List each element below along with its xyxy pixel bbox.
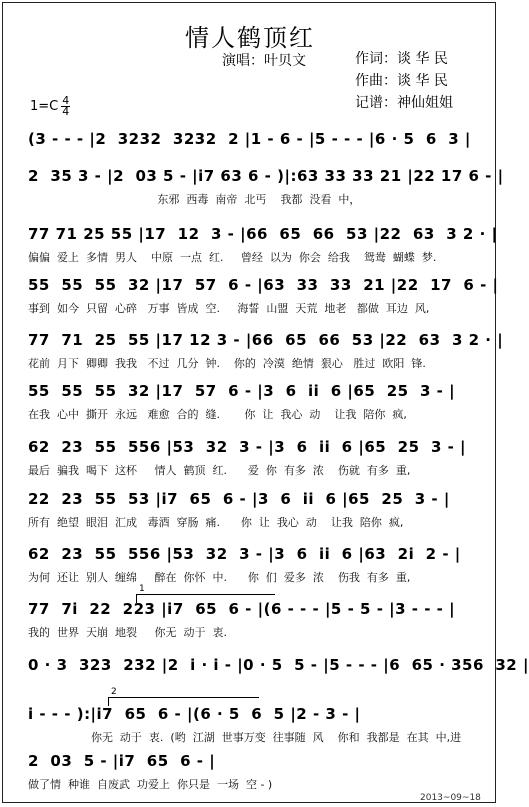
- notes-line: (3 - - - |2 3232 3232 2 |1 - 6 - |5 - - - |6 · 5 6 3 |: [28, 130, 471, 148]
- key-label: 1=C: [30, 99, 59, 114]
- composer-credit: 作曲：谈 华 民: [355, 73, 448, 89]
- transcriber-credit: 记谱：神仙姐姐: [355, 95, 453, 111]
- lyrics-line: 花前 月下 卿卿 我我 不过 几分 钟. 你的 冷漠 绝情 狠心 胜过 欧阳 锋.: [28, 357, 426, 370]
- lyrics-line: 东邪 西毒 南帝 北丐 我都 没看 中，: [28, 193, 361, 206]
- lyrics-line: [28, 680, 478, 696]
- notes-line: 55 55 55 32 |17 57 6 - |63 33 33 21 |22 17 6 - |: [28, 276, 499, 294]
- lyrics-line: 做了情 种谁 自废武 功爱上 你只是 一场 空 - ): [28, 778, 273, 791]
- song-title: 情人鹤顶红: [185, 24, 315, 52]
- notes-line: 2 35 3 - |2 03 5 - |i7 63 6 - )|:63 33 33 21 |22 17 6 - |: [28, 167, 504, 185]
- lyrics-line: 事到 如今 只留 心碎 万事 皆成 空. 海誓 山盟 天荒 地老 都做 耳边 风,: [28, 302, 430, 315]
- lyrics-line: 所有 绝望 眼泪 汇成 毒酒 穿肠 痛. 你 让 我心 动 让我 陪你 疯,: [28, 516, 404, 529]
- singer-credit: 演唱：叶贝文: [222, 53, 306, 69]
- time-sig-top: 4: [62, 94, 70, 107]
- notes-line: i - - - ):|i7 65 6 - |(6 · 5 6 5 |2 - 3 - |: [28, 705, 361, 723]
- notes-line: 22 23 55 53 |i7 65 6 - |3 6 ii 6 |65 25 3 - |: [28, 490, 450, 508]
- notes-line: 62 23 55 556 |53 32 3 - |3 6 ii 6 |63 2i 2 - |: [28, 545, 461, 563]
- lyrics-line: 偏偏 爱上 多情 男人 中原 一点 红. 曾经 以为 你会 给我 鸳鸯 蝴蝶 梦.: [28, 251, 437, 264]
- lyrics-line: 我的 世界 天崩 地裂 你无 动于 衷.: [28, 626, 227, 639]
- lyrics-line: 最后 骗我 喝下 这杯 情人 鹤顶 红. 爱 你 有多 浓 伤就 有多 重,: [28, 464, 411, 477]
- key-signature: [30, 96, 70, 117]
- time-sig-bottom: 4: [62, 105, 70, 118]
- lyrics-line: 在我 心中 撕开 永远 难愈 合的 缝. 你 让 我心 动 让我 陪你 疯,: [28, 408, 407, 421]
- notes-line: 2 03 5 - |i7 65 6 - |: [28, 752, 216, 770]
- transcription-date: 2013~09~18: [420, 793, 481, 803]
- notes-line: 77 71 25 55 |17 12 3 - |66 65 66 53 |22 63 3 2 · |: [28, 225, 498, 243]
- volta-2-label: 2: [111, 687, 117, 697]
- notes-line: 77 7i 22 223 |i7 65 6 - |(6 - - - |5 - 5 - |3 - - - |: [28, 600, 456, 618]
- notes-line: 77 71 25 55 |17 12 3 - |66 65 66 53 |22 63 3 2 · |: [28, 331, 504, 349]
- volta-1-label: 1: [139, 584, 145, 594]
- lyrics-line: 为何 还让 别人 缠绵 醉在 你怀 中. 你 们 爱多 浓 伤我 有多 重,: [28, 571, 411, 584]
- time-signature: [61, 96, 70, 117]
- lyricist-credit: 作词：谈 华 民: [355, 51, 448, 67]
- notes-line: 62 23 55 556 |53 32 3 - |3 6 ii 6 |65 25 3 - |: [28, 438, 467, 456]
- notes-line: 0 · 3 323 232 |2 i · i - |0 · 5 5 - |5 - - - |6 65 · 356 32 |: [28, 656, 529, 674]
- notes-line: 55 55 55 32 |17 57 6 - |3 6 ii 6 |65 25 3 - |: [28, 382, 456, 400]
- lyrics-line: 你无 动于 衷. (哟 江湖 世事万变 往事随 风 你和 我都是 在其 中,进: [28, 731, 462, 744]
